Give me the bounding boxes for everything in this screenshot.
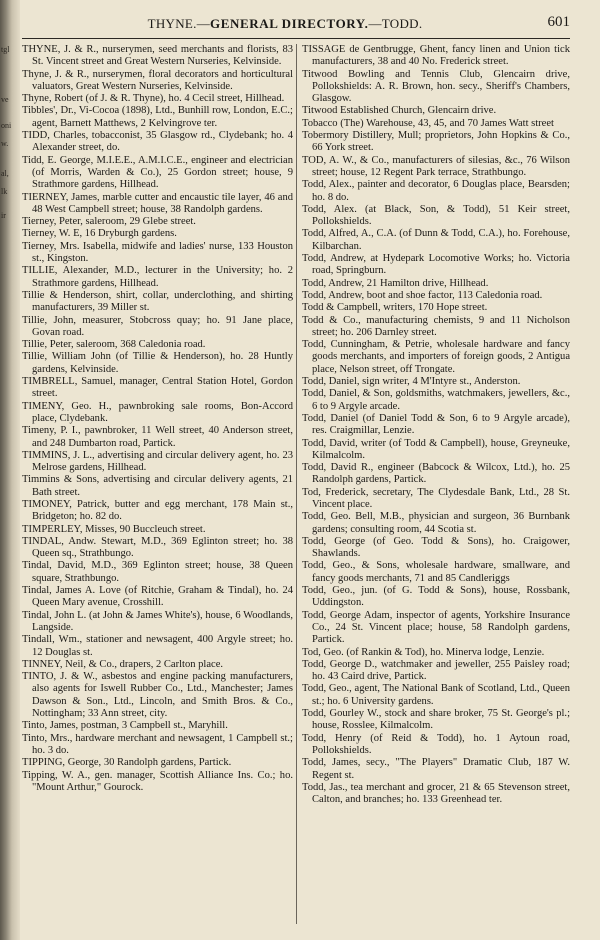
- directory-entry: Todd, George D., watchmaker and jeweller, 255 Paisley road; ho. 43 Caird drive, Partick.: [302, 658, 570, 683]
- directory-entry: Todd, Geo., jun. (of G. Todd & Sons), house, Rossbank, Uddingston.: [302, 585, 570, 609]
- directory-entry: Todd, Andrew, at Hydepark Locomotive Works; ho. Victoria road, Springburn.: [302, 253, 570, 277]
- directory-entry: Todd, David R., engineer (Babcock & Wilcox, Ltd.), ho. 25 Randolph gardens, Partick.: [302, 462, 570, 486]
- directory-entry: Todd, Cunningham, & Petrie, wholesale hardware and fancy goods merchants, and importers of foreign goods, 2 Antigua place, Nelson street, off Trongate.: [302, 339, 570, 375]
- directory-entry: Todd, Geo. Bell, M.B., physician and surgeon, 36 Burnbank gardens; consulting room, 44 Scotia st.: [302, 511, 570, 535]
- directory-entry: Tierney, W. E, 16 Dryburgh gardens.: [22, 228, 177, 240]
- directory-entry: TIERNEY, James, marble cutter and encaustic tile layer, 46 and 48 West Campbell street; house, 38 Randolph gardens.: [22, 191, 293, 215]
- directory-entry: TISSAGE de Gentbrugge, Ghent, fancy linen and Union tick manufacturers, 38 and 40 No. Frederick street.: [302, 44, 570, 68]
- directory-entry: Tillie, Peter, saleroom, 368 Caledonia road.: [22, 339, 206, 351]
- directory-entry: Tod, Geo. (of Rankin & Tod), ho. Minerva lodge, Lenzie.: [302, 646, 545, 658]
- directory-entry: Tinto, James, postman, 3 Campbell st., Maryhill.: [22, 720, 228, 732]
- directory-entry: TIMMINS, J. L., advertising and circular delivery agent, ho. 23 Melrose gardens, Hillhead.: [22, 449, 293, 474]
- directory-entry: TIPPING, George, 30 Randolph gardens, Partick.: [22, 757, 232, 769]
- directory-entry: Tindal, James A. Love (of Ritchie, Graham & Tindal), ho. 24 Queen Mary avenue, Crosshill.: [22, 585, 293, 609]
- directory-entry: TIMPERLEY, Misses, 90 Buccleuch street.: [22, 523, 206, 535]
- directory-entry: Todd, Andrew, boot and shoe factor, 113 Caledonia road.: [302, 289, 543, 301]
- header-right-word: TODD.: [381, 16, 423, 31]
- page-gutter: [0, 0, 20, 940]
- directory-entry: Todd, Daniel, & Son, goldsmiths, watchmakers, jewellers, &c., 6 to 9 Argyle arcade.: [302, 388, 570, 412]
- directory-entry: TIMBRELL, Samuel, manager, Central Station Hotel, Gordon street.: [22, 376, 293, 400]
- running-head: THYNE.—GENERAL DIRECTORY.—TODD.: [147, 16, 423, 31]
- directory-entry: Tillie & Henderson, shirt, collar, underclothing, and shirting manufacturers, 39 Miller st.: [22, 289, 293, 314]
- directory-entry: Todd, Henry (of Reid & Todd), ho. 1 Aytoun road, Pollokshields.: [302, 732, 570, 756]
- directory-entry: Timeny, P. I., pawnbroker, 11 Well street, 40 Anderson street, and 248 Dumbarton road, Partick.: [22, 425, 293, 449]
- gutter-fragment: lk: [1, 187, 8, 196]
- directory-entry: Tierney, Peter, saleroom, 29 Glebe street.: [22, 216, 196, 228]
- directory-entry: Todd, Gourley W., stock and share broker, 75 St. George's pl.; house, Rosslee, Kilmalcolm.: [302, 708, 570, 732]
- directory-entry: Todd, Alfred, A., C.A. (of Dunn & Todd, C.A.), ho. Forehouse, Kilbarchan.: [302, 228, 570, 252]
- directory-entry: TINNEY, Neil, & Co., drapers, 2 Carlton place.: [22, 658, 224, 670]
- right-column: [302, 44, 570, 806]
- column-divider: [296, 44, 297, 924]
- gutter-fragment: w.: [1, 139, 9, 148]
- gutter-fragment: ir: [1, 211, 6, 220]
- directory-entry: Todd & Campbell, writers, 170 Hope street.: [302, 302, 488, 314]
- directory-entry: Tinto, Mrs., hardware merchant and newsagent, 1 Campbell st.; ho. 3 do.: [22, 732, 293, 756]
- directory-entry: TIMONEY, Patrick, butter and egg merchant, 178 Main st., Bridgeton; ho. 82 do.: [22, 498, 293, 523]
- directory-entry: Todd, George (of Geo. Todd & Sons), ho. Craigower, Shawlands.: [302, 535, 570, 560]
- directory-entry: Todd, Alex. (at Black, Son, & Todd), 51 Keir street, Pollokshields.: [302, 203, 570, 228]
- directory-entry: Titwood Established Church, Glencairn drive.: [302, 105, 497, 117]
- directory-entry: Tindal, David, M.D., 369 Eglinton street; house, 38 Queen square, Strathbungo.: [22, 560, 293, 584]
- directory-entry: TINDAL, Andw. Stewart, M.D., 369 Eglinton street; ho. 38 Queen sq., Strathbungo.: [22, 535, 293, 560]
- directory-entry: Todd, Daniel (of Daniel Todd & Son, 6 to 9 Argyle arcade), res. Craigmillar, Lenzie.: [302, 412, 570, 437]
- gutter-fragment: tgl: [1, 45, 10, 54]
- directory-entry: Thyne, Robert (of J. & R. Thyne), ho. 4 Cecil street, Hillhead.: [22, 93, 285, 105]
- header-left-word: THYNE.: [147, 16, 197, 31]
- directory-entry: Tierney, Mrs. Isabella, midwife and ladies' nurse, 133 Houston st., Kingston.: [22, 240, 293, 265]
- directory-entry: Todd, Daniel, sign writer, 4 M'Intyre st., Anderston.: [302, 376, 521, 388]
- left-column: [22, 44, 293, 794]
- page-number: 601: [547, 14, 570, 30]
- directory-entry: Todd & Co., manufacturing chemists, 9 and 11 Nicholson street; ho. 206 Darnley street.: [302, 314, 570, 338]
- directory-entry: Tindall, Wm., stationer and newsagent, 400 Argyle street; ho. 12 Douglas st.: [22, 634, 293, 658]
- directory-entry: Tobacco (The) Warehouse, 43, 45, and 70 James Watt street: [302, 117, 554, 129]
- running-header: [20, 14, 600, 34]
- directory-entry: THYNE, J. & R., nurserymen, seed merchants and florists, 83 St. Vincent street and Great Western Nurseries, Kelvinside.: [22, 44, 293, 68]
- gutter-fragment: al,: [1, 169, 9, 178]
- directory-entry: Todd, David, writer (of Todd & Campbell), house, Greyneuke, Kilmalcolm.: [302, 437, 570, 461]
- gutter-fragment: oni: [1, 121, 12, 130]
- directory-entry: TOD, A. W., & Co., manufacturers of silesias, &c., 76 Wilson street; house, 12 Regent Park terrace, Strathbungo.: [302, 154, 570, 178]
- directory-entry: TINTO, J. & W., asbestos and engine packing manufacturers, also agents for Iswell Rubber Co., Ltd., Manchester; James Dawson & Son., Ltd., Lincoln, and Smith Bros. & Co., Nottingham; 33 Ann street, city.: [22, 671, 293, 720]
- header-title: GENERAL DIRECTORY.: [210, 16, 369, 31]
- directory-entry: TIDD, Charles, tobacconist, 35 Glasgow rd., Clydebank; ho. 4 Alexander street, do.: [22, 130, 293, 154]
- gutter-fragment: ve: [1, 95, 9, 104]
- directory-entry: Tillie, John, measurer, Stobcross quay; ho. 91 Jane place, Govan road.: [22, 314, 293, 338]
- directory-entry: Todd, Jas., tea merchant and grocer, 21 & 65 Stevenson street, Calton, and branches; ho. 133 Greenhead ter.: [302, 781, 570, 806]
- directory-entry: Todd, George Adam, inspector of agents, Yorkshire Insurance Co., 24 St. Vincent place; house, 58 Randolph gardens, Partick.: [302, 609, 570, 646]
- directory-entry: TIMENY, Geo. H., pawnbroking sale rooms, Bon-Accord place, Clydebank.: [22, 400, 293, 424]
- directory-entry: Titwood Bowling and Tennis Club, Glencairn drive, Pollokshields: A. R. Brown, hon. secy., Sheriff's Chambers, Glasgow.: [302, 68, 570, 105]
- directory-entry: Tidd, E. George, M.I.E.E., A.M.I.C.E., engineer and electrician (of Morris, Warden & Co.), 25 Gordon street; house, 9 Strathmore gardens, Hillhead.: [22, 154, 293, 191]
- header-rule: [22, 38, 570, 39]
- directory-entry: Todd, James, secy., "The Players" Dramatic Club, 187 W. Regent st.: [302, 757, 570, 781]
- directory-entry: TILLIE, Alexander, M.D., lecturer in the University; ho. 2 Strathmore gardens, Hillhead.: [22, 265, 293, 289]
- directory-entry: Timmins & Sons, advertising and circular delivery agents, 21 Bath street.: [22, 474, 293, 498]
- directory-entry: Tobermory Distillery, Mull; proprietors, John Hopkins & Co., 66 York street.: [302, 130, 570, 154]
- directory-entry: Thyne, J. & R., nurserymen, floral decorators and horticultural valuators, Great Western Nurseries, Kelvinside.: [22, 68, 293, 92]
- directory-entry: Tindal, John L. (at John & James White's), house, 6 Woodlands, Langside.: [22, 609, 293, 633]
- directory-entry: Todd, Geo., & Sons, wholesale hardware, smallware, and fancy goods merchants, 71 and 85 Candleriggs: [302, 560, 570, 584]
- directory-entry: Todd, Andrew, 21 Hamilton drive, Hillhead.: [302, 277, 489, 289]
- directory-entry: Tibbles', Dr., Vi-Cocoa (1898), Ltd., Bunhill row, London, E.C.; agent, Barnett Matthews, 2 Kelvingrove ter.: [22, 105, 293, 129]
- directory-entry: Todd, Alex., painter and decorator, 6 Douglas place, Bearsden; ho. 8 do.: [302, 179, 570, 203]
- directory-entry: Todd, Geo., agent, The National Bank of Scotland, Ltd., Queen st.; ho. 6 University gardens.: [302, 683, 570, 707]
- directory-entry: Tipping, W. A., gen. manager, Scottish Alliance Ins. Co.; ho. "Mount Arthur," Gourock.: [22, 769, 293, 793]
- directory-entry: Tod, Frederick, secretary, The Clydesdale Bank, Ltd., 28 St. Vincent place.: [302, 486, 570, 510]
- directory-entry: Tillie, William John (of Tillie & Henderson), ho. 28 Huntly gardens, Kelvinside.: [22, 351, 293, 375]
